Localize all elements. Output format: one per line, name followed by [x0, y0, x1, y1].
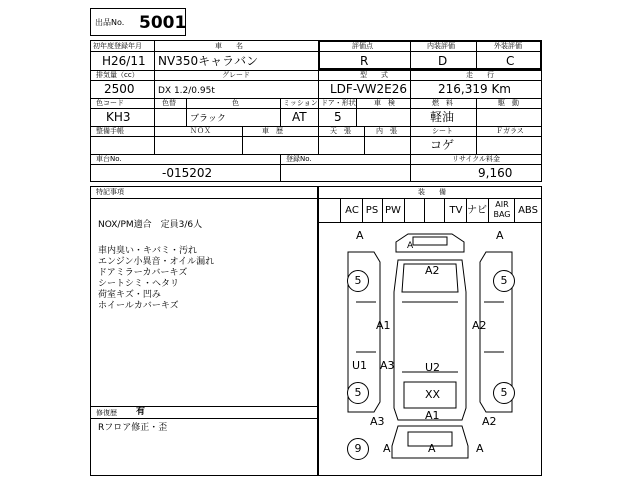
- transmission: AT: [292, 110, 307, 124]
- mark-rear-left: A3: [370, 415, 385, 428]
- equip-tv: TV: [449, 205, 463, 216]
- mark-rear-bottom-left: A: [383, 442, 391, 455]
- equip-abs: ABS: [518, 205, 538, 216]
- equip-ps: PS: [365, 205, 379, 216]
- note-line: シートシミ・ヘタリ: [98, 279, 180, 289]
- mark-front-right: A: [496, 229, 504, 242]
- interior-trim-label: 内 張: [376, 127, 397, 135]
- note-line: [98, 231, 214, 246]
- interior-score: D: [438, 54, 448, 68]
- color-code: KH3: [106, 110, 131, 124]
- note-line: NOX/PM適合 定員3/6人: [98, 220, 203, 230]
- seat-label: シート: [432, 127, 453, 135]
- history-label: 車 歴: [262, 127, 283, 135]
- grade-label: グレード: [222, 71, 250, 79]
- mark-rear-bottom-right: A: [476, 442, 484, 455]
- displacement: 2500: [104, 82, 135, 96]
- color-change-label: 色替: [162, 99, 176, 107]
- first-registration: H26/11: [102, 54, 146, 68]
- note-line: エンジン小異音・オイル漏れ: [98, 257, 215, 267]
- roof-label: 天 張: [330, 127, 351, 135]
- mileage: 216,319 Km: [438, 82, 511, 96]
- lot-number-label: 出品No.: [95, 18, 125, 27]
- note-line: ドアミラーカバーキズ: [98, 268, 188, 278]
- spare-tire: 9: [347, 438, 369, 460]
- car-name-label: 車 名: [215, 42, 243, 50]
- equip-ac: AC: [345, 205, 359, 216]
- repair-history-value: 有: [136, 407, 146, 417]
- mark-door-front-left: A1: [376, 319, 391, 332]
- seat: コゲ: [430, 138, 455, 152]
- mark-roof: U2: [425, 361, 441, 374]
- recycle-fee: 9,160: [478, 166, 513, 180]
- mark-left-side-a: A3: [380, 359, 395, 372]
- inspection-label: 車 検: [374, 99, 395, 107]
- recycle-label: リサイクル料金: [452, 155, 501, 163]
- overall-score: R: [360, 54, 369, 68]
- equipment-title: 装 備: [418, 188, 446, 196]
- exterior-score: C: [506, 54, 515, 68]
- tire-rear-left: 5: [347, 382, 369, 404]
- nox-label: ＮＯＸ: [190, 127, 211, 135]
- fuel-label: 燃 料: [432, 99, 453, 107]
- mark-front-left: A: [356, 229, 364, 242]
- repair-history-label: 修復歴: [96, 409, 117, 417]
- lot-number-box: [90, 8, 186, 36]
- mark-rear-a1: A1: [425, 409, 440, 422]
- model-code: LDF-VW2E26: [330, 82, 408, 96]
- color-label: 色: [232, 99, 239, 107]
- score-label: 評価点: [352, 42, 373, 50]
- year-label: 初年度登録年月: [93, 42, 142, 50]
- equip-navi: ナビ: [467, 205, 487, 216]
- tire-front-right: 5: [493, 270, 515, 292]
- notes-title: 特記事項: [96, 188, 124, 196]
- tire-front-left: 5: [347, 270, 369, 292]
- chassis-number: -015202: [162, 166, 213, 180]
- transmission-label: ミッション: [283, 99, 318, 107]
- doors: 5: [334, 110, 342, 124]
- grade: DX 1.2/0.95t: [158, 86, 215, 96]
- fuel: 軽油: [430, 110, 455, 124]
- mark-hood: A2: [425, 264, 440, 277]
- mark-front-mid: A: [407, 241, 414, 251]
- lot-number: 5001: [139, 13, 187, 33]
- mark-rear-xx: XX: [425, 388, 441, 401]
- drive-label: 駆 動: [498, 99, 519, 107]
- registration-label: 登録No.: [286, 155, 312, 163]
- car-damage-diagram: [318, 222, 542, 476]
- glass-label: Ｆガラス: [496, 127, 524, 135]
- equip-pw: PW: [385, 205, 401, 216]
- color-code-label: 色コード: [96, 99, 124, 107]
- mark-rear-right: A2: [482, 415, 497, 428]
- repair-note: Rフロア修正・歪: [98, 423, 168, 433]
- manual-label: 整備手帳: [96, 127, 124, 135]
- color: ブラック: [190, 114, 226, 124]
- mark-door-front-right: A2: [472, 319, 487, 332]
- model-label: 型 式: [360, 71, 388, 79]
- chassis-label: 車台No.: [96, 155, 122, 163]
- mark-left-side-u: U1: [352, 359, 368, 372]
- exterior-score-label: 外装評価: [494, 42, 522, 50]
- car-name: NV350キャラバン: [158, 54, 259, 68]
- mileage-label: 走 行: [466, 71, 494, 79]
- notes-list: [98, 220, 214, 312]
- note-line: 車内臭い・キバミ・汚れ: [98, 246, 198, 256]
- note-line: 荷室キズ・凹み: [98, 290, 161, 300]
- tire-rear-right: 5: [493, 382, 515, 404]
- interior-score-label: 内装評価: [427, 42, 455, 50]
- mark-rear-bottom-mid: A: [428, 442, 436, 455]
- note-line: ホイールカバーキズ: [98, 301, 179, 311]
- displacement-label: 排気量（cc）: [96, 71, 139, 79]
- doors-label: ドア・形状: [321, 99, 356, 107]
- equip-airbag: AIR BAG: [493, 200, 511, 219]
